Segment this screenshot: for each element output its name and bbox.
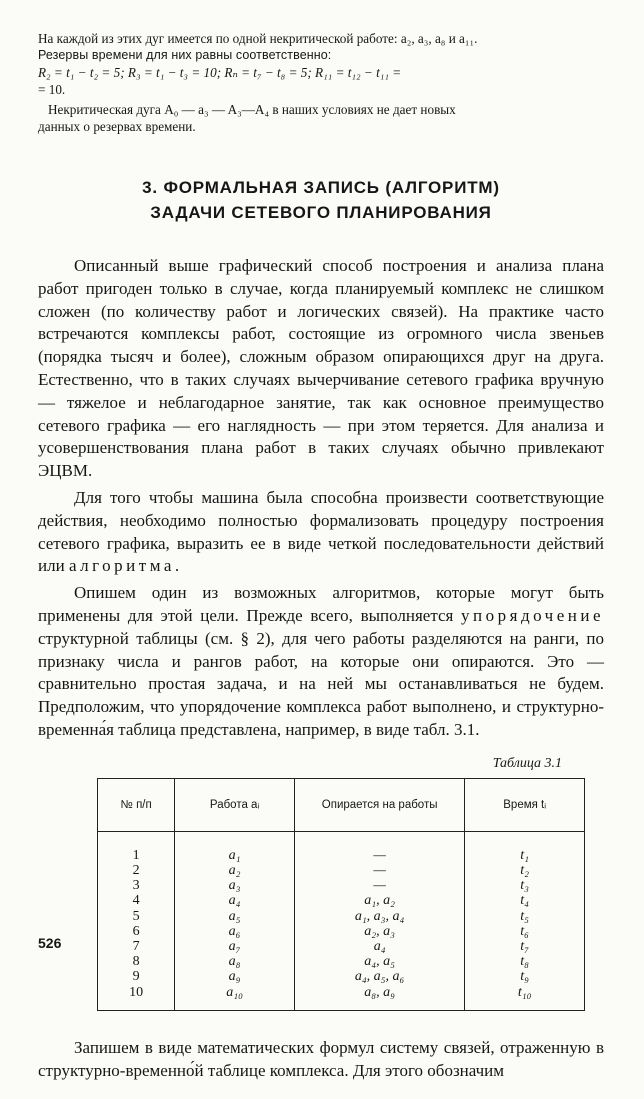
table-cell: a₄, a₅ bbox=[364, 954, 395, 970]
table-cell: a₇ bbox=[228, 938, 241, 954]
intro-line-1: На каждой из этих дуг имеется по одной некритической работе: a₂, a₃, a₈ и a₁₁. bbox=[38, 31, 478, 46]
table-cell: — bbox=[373, 862, 386, 878]
section-heading bbox=[38, 175, 604, 225]
table-cell: 2 bbox=[132, 862, 140, 878]
table-cell: a₅ bbox=[228, 908, 241, 924]
table-cell: a₄ bbox=[228, 893, 241, 909]
column-time bbox=[465, 831, 585, 1010]
header-number: № п/п bbox=[98, 778, 175, 831]
section-title-line-2: ЗАДАЧИ СЕТЕВОГО ПЛАНИРОВАНИЯ bbox=[150, 203, 492, 222]
table-cell: t₆ bbox=[520, 923, 530, 939]
section-title-line-1: 3. ФОРМАЛЬНАЯ ЗАПИСЬ (АЛГОРИТМ) bbox=[142, 178, 500, 197]
emphasis-ordering: упорядочение bbox=[461, 605, 604, 625]
table-cell: — bbox=[373, 847, 386, 863]
table-cell: 6 bbox=[132, 923, 140, 939]
column-work bbox=[175, 831, 295, 1010]
intro-line-3: R₂ = t₁ − t₂ = 5; R₃ = t₁ − t₃ = 10; Rₙ = t₇ − t₈ = 5; R₁₁ = t₁₂ − t₁₁ = bbox=[38, 65, 402, 80]
table-cell: a₆ bbox=[228, 923, 241, 939]
header-time: Время tᵢ bbox=[465, 778, 585, 831]
paragraph-2 bbox=[38, 487, 604, 578]
table-cell: a₈ bbox=[228, 954, 241, 970]
intro-line-6: данных о резервах времени. bbox=[38, 119, 196, 134]
paragraph-3 bbox=[38, 582, 604, 742]
table-cell: 8 bbox=[132, 954, 140, 970]
table-cell: 4 bbox=[132, 893, 140, 909]
table-cell: 1 bbox=[132, 847, 140, 863]
intro-line-2: Резервы времени для них равны соответственно: bbox=[38, 48, 332, 62]
table-cell: t₃ bbox=[520, 878, 530, 894]
structure-time-table bbox=[97, 778, 585, 1011]
table-caption: Таблица 3.1 bbox=[492, 755, 562, 771]
table-cell: 10 bbox=[129, 984, 144, 1000]
page-number: 526 bbox=[38, 935, 62, 951]
table-cell: 7 bbox=[132, 938, 140, 954]
table-cell: 3 bbox=[132, 878, 140, 894]
table-cell: t₂ bbox=[520, 862, 530, 878]
header-depends: Опирается на работы bbox=[294, 778, 464, 831]
paragraph-3-start: Опишем один из возможных алгоритмов, которые могут быть применены для этой цели. Прежде всего, выполняется bbox=[38, 583, 604, 625]
table-body-row bbox=[98, 831, 585, 1010]
paragraph-1: Описанный выше графический способ построения и анализа плана работ пригоден только в случае, когда планируемый комплекс не слишком сложен (по количеству работ и логических связей). На практике часто встречаются комплексы работ, состоящие из огромного числа звеньев (порядка тысяч и более), сложным образом опирающихся друг на друга. Естественно, что в таких случаях вычерчивание сетевого графика вручную — тяжелое и неблагодарное занятие, так как основное преимущество сетевого графика — его наглядность — при этом теряется. Для анализа и усовершенствования плана работ в таких случаях обычно привлекают ЭЦВМ. bbox=[38, 256, 604, 481]
table-cell: a₄, a₅, a₆ bbox=[354, 969, 405, 985]
page bbox=[38, 30, 604, 1099]
intro-block bbox=[38, 30, 604, 135]
table-cell: a₁, a₂ bbox=[364, 893, 395, 909]
column-depends bbox=[294, 831, 464, 1010]
table-cell: a₁, a₃, a₄ bbox=[354, 908, 405, 924]
table-cell: 9 bbox=[132, 969, 140, 985]
body-text bbox=[38, 255, 604, 742]
table-cell: — bbox=[373, 878, 386, 894]
table-cell: a₈, a₉ bbox=[364, 984, 395, 1000]
table-cell: a₉ bbox=[228, 969, 241, 985]
table-cell: a₁ bbox=[228, 847, 241, 863]
intro-line-5: Некритическая дуга A₀ — a₃ — A₃—A₄ в наших условиях не дает новых bbox=[48, 102, 456, 117]
paragraph-2-end: . bbox=[174, 556, 180, 576]
table-cell: a₂ bbox=[228, 862, 241, 878]
table-cell: t₈ bbox=[520, 954, 530, 970]
table-header-row bbox=[98, 778, 585, 831]
table-cell: t₉ bbox=[520, 969, 530, 985]
table-cell: t₅ bbox=[520, 908, 530, 924]
paragraph-3-end: структурной таблицы (см. § 2), для чего работы разделяются на ранги, по признаку числа и рангов работ, на которые они опираются. Это — сравнительно простая задача, и на ней мы останавливаться не будем. Предположим, что упорядочение комплекса работ выполнено, и структурно-временна́я таблица представлена, например, в виде табл. 3.1. bbox=[38, 628, 604, 739]
intro-line-4: = 10. bbox=[38, 82, 66, 97]
column-number bbox=[98, 831, 175, 1010]
table-cell: t₁ bbox=[520, 847, 530, 863]
table-cell: a₂, a₃ bbox=[364, 923, 395, 939]
table-cell: t₇ bbox=[520, 938, 530, 954]
table-cell: 5 bbox=[132, 908, 140, 924]
table-cell: t₁₀ bbox=[517, 984, 532, 1000]
table-cell: a₃ bbox=[228, 878, 241, 894]
table-cell: t₄ bbox=[520, 893, 530, 909]
emphasis-algorithm: алгоритма bbox=[68, 556, 175, 576]
paragraph-after-table: Запишем в виде математических формул систему связей, отраженную в структурно-временно́й таблице комплекса. Для этого обозначим bbox=[38, 1037, 604, 1080]
header-work: Работа aᵢ bbox=[175, 778, 295, 831]
table-cell: a₁₀ bbox=[226, 984, 243, 1000]
paragraph-2-start: Для того чтобы машина была способна произвести соответствующие действия, необходимо полностью формализовать процедуру построения сетевого графика, выразить ее в виде четкой последовательности действий или bbox=[38, 487, 604, 576]
table-cell: a₄ bbox=[373, 938, 386, 954]
